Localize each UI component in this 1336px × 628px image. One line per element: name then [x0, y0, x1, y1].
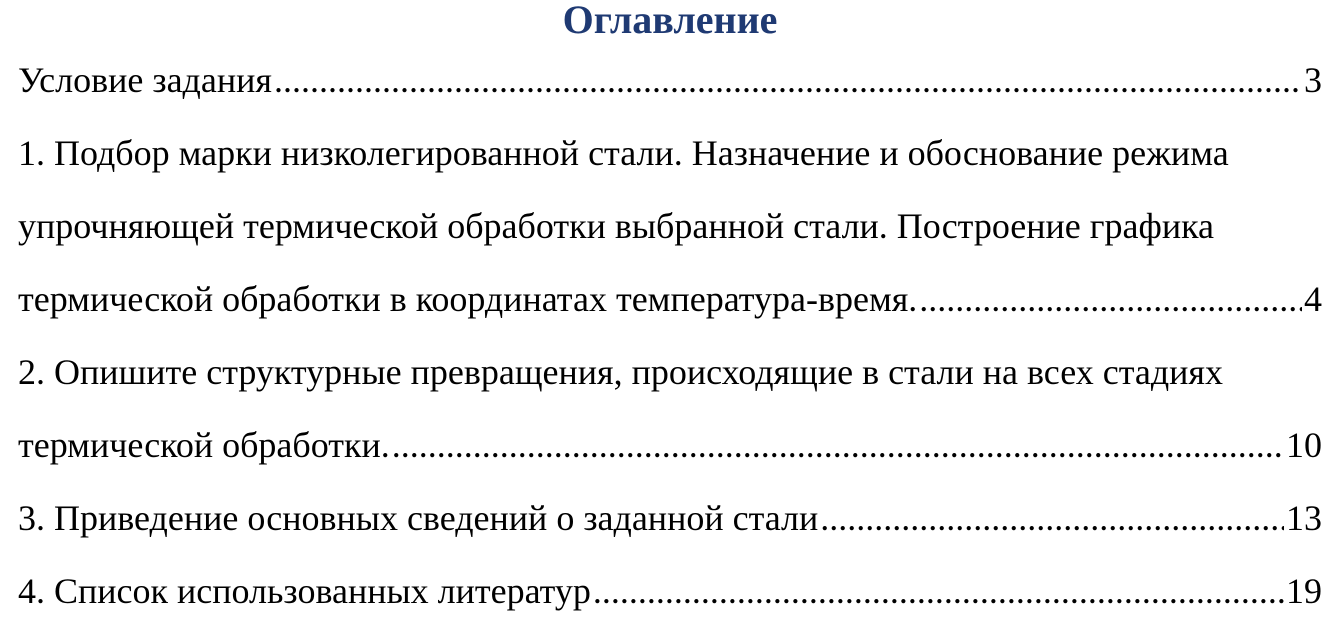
- toc-entry-line: 2. Опишите структурные превращения, происходящие в стали на всех стадиях: [18, 352, 1223, 392]
- toc-page-number: 4: [1304, 279, 1322, 319]
- toc-dot-leader: [593, 555, 1284, 628]
- toc-entry-text: термической обработки в координатах температура-время.: [18, 279, 918, 319]
- toc-dot-leader: [919, 263, 1302, 336]
- toc-page-number: 13: [1286, 498, 1322, 538]
- toc-entry-line: [18, 555, 1322, 628]
- toc-entry-text: термической обработки.: [18, 425, 390, 465]
- toc-list: [18, 44, 1322, 628]
- toc-entry[interactable]: [18, 44, 1322, 117]
- toc-dot-leader: [820, 482, 1284, 555]
- toc-entry-line: [18, 263, 1322, 336]
- toc-entry-line: [18, 409, 1322, 482]
- toc-page-number: 19: [1286, 571, 1322, 611]
- toc-entry-line: [18, 482, 1322, 555]
- toc-dot-leader: [392, 409, 1284, 482]
- toc-entry[interactable]: [18, 482, 1322, 555]
- toc-page-number: 10: [1286, 425, 1322, 465]
- toc-entry-text: Условие задания: [18, 60, 272, 100]
- toc-page-number: 3: [1304, 60, 1322, 100]
- toc-entry-line: упрочняющей термической обработки выбранной стали. Построение графика: [18, 206, 1215, 246]
- toc-entry-text: 3. Приведение основных сведений о заданной стали: [18, 498, 819, 538]
- toc-entry[interactable]: [18, 555, 1322, 628]
- toc-entry-line: 1. Подбор марки низколегированной стали. Назначение и обоснование режима: [18, 133, 1229, 173]
- toc-entry[interactable]: [18, 336, 1322, 482]
- toc-entry[interactable]: [18, 117, 1322, 336]
- toc-entry-text: 4. Список использованных литератур: [18, 571, 591, 611]
- toc-dot-leader: [274, 44, 1302, 117]
- toc-entry-line: [18, 44, 1322, 117]
- toc-title: Оглавление: [562, 0, 778, 42]
